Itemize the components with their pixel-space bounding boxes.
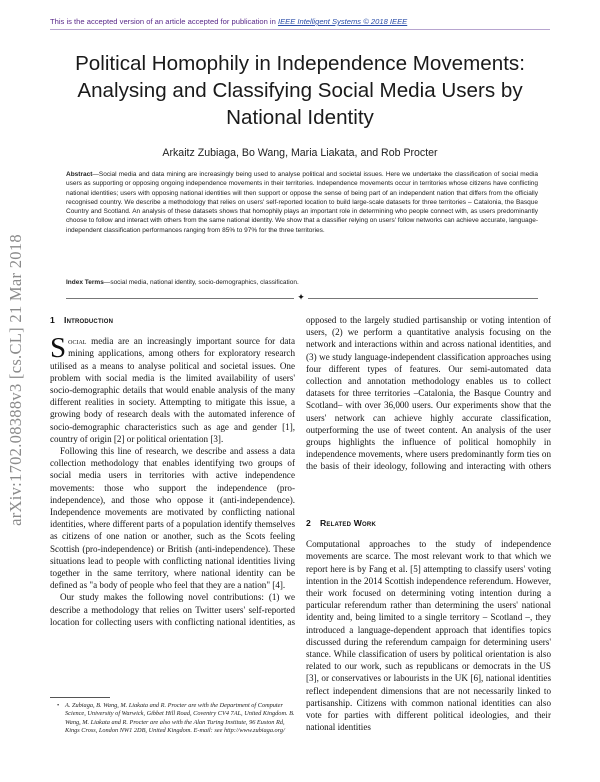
section-title: Related Work — [319, 518, 376, 528]
dropcap-letter: S — [50, 332, 67, 365]
notice-prefix: This is the accepted version of an article accepted for publication in — [50, 17, 278, 26]
section-title: Introduction — [63, 315, 114, 325]
abstract-label: Abstract — [66, 171, 93, 178]
intro-p1-text: media are an increasingly important source for data mining applications, among others for exploratory research utilised as a means to analyse political and societal issues. One problem with social media is the limited availability of users' socio-demographic details that would enable analysis of the many different realities in society. Attempting to mitigate this issue, a growing body of research deals with the automated inference of socio-demographic characteristics such as age and gender [1], country of origin [2] or political orientation [3]. — [50, 336, 295, 444]
index-terms-label: Index Terms — [66, 279, 104, 286]
section-separator — [66, 293, 538, 303]
intro-paragraph-1 — [50, 332, 295, 445]
section-number: 2 — [306, 518, 311, 528]
footnote-bullet: • — [57, 702, 60, 709]
section-number: 1 — [50, 315, 55, 325]
footnote-text: A. Zubiaga, B. Wang, M. Liakata and R. Procter are with the Department of Computer Science, University of Warwick, Gibbet Hill Road, Coventry CV4 7AL, United Kingdom. B. Wang, M. Liakata and R. Procter are also with the Alan Turing Institute, 96 Euston Rd, Kings Cross, London NW1 2DB, United Kingdom. E-mail: see http://www.zubiaga.org/ — [65, 702, 295, 735]
venue-link[interactable]: IEEE Intelligent Systems © 2018 IEEE — [277, 17, 408, 26]
author-footnote — [50, 702, 295, 736]
intro-paragraph-3: Our study makes the following novel contributions: (1) we describe a methodology that relies on Twitter users' self-reported location for collecting users with conflicting national identities, as — [50, 592, 295, 627]
intro-p3-overflow: opposed to the largely studied partisanship or voting intention of users, (2) we perform a quantitative analysis focusing on the network and interactions within and across national identities, and (3) we study language-independent classification approaches using four different types of features. Our semi-automated data collection and annotation methodology enables us to collect datasets for three territories –Catalonia, the Basque Country and Scotland– with over 36,000 users. Our experiments show that the users' network can achieve highly accurate classification, outperforming the use of tweet content. An analysis of the user groups highlights the influence of political homophily in independence movements, where users predominantly form ties on the basis of their ideology, following and interacting with others — [306, 315, 551, 472]
intro-paragraph-2: Following this line of research, we describe and assess a data collection methodology that enables identifying two groups of social media users in territories with active independence movements: those who support the independence (pro-independence), and those who oppose it (anti-independence). Independence movements are motivated by conflicting national identities, where different parts of a population identify themselves as citizens of one nation or another, such as the Scots feeling Scottish (pro-independence) or British (anti-independence). These situations lead to people with conflicting national identities living together in the same territory, where national identity can be defined as "a body of people who feel that they are a nation" [4]. — [50, 446, 295, 591]
section-heading-introduction — [50, 314, 295, 326]
arxiv-side-label — [4, 200, 28, 560]
intro-paragraph-3-continued — [306, 314, 551, 474]
first-word: ocial — [68, 336, 87, 347]
abstract-text: —Social media and data mining are increasingly being used to analyse political and societal issues. Here we undertake the classification of social media users as supporting or opposing ongoing independence movements in their territories. Independence movements occur in territories whose citizens have conflicting national identities; users with opposing national identities will then support or oppose the sense of being part of an independent nation that differs from the officially recognised country. We describe a methodology that relies on users' self-reported location to build large-scale datasets for three territories – Catalonia, the Basque Country and Scotland. An analysis of these datasets shows that homophily plays an important role in determining who people connect with, as users predominantly choose to follow and interact with others from the same national identity. We show that a classifier relying on users' follow networks can achieve accurate, language-independent classification performances ranging from 85% to 97% for the three territories. — [66, 171, 538, 234]
author-list: Arkaitz Zubiaga, Bo Wang, Maria Liakata, and Rob Procter — [162, 147, 438, 159]
paper-title: Political Homophily in Independence Movements: Analysing and Classifying Social Media Users by National Identity — [75, 52, 525, 129]
separator-diamond-icon: ✦ — [294, 292, 308, 304]
index-terms — [66, 279, 538, 286]
abstract — [66, 170, 538, 235]
index-terms-text: —social media, national identity, socio-demographics, classification. — [103, 279, 299, 286]
left-column — [50, 314, 295, 627]
right-column-continuation — [306, 314, 551, 474]
footnote-rule — [50, 697, 110, 698]
acceptance-notice — [50, 17, 550, 30]
arxiv-identifier: arXiv:1702.08388v3 [cs.CL] 21 Mar 2018 — [6, 234, 25, 526]
right-column-related — [306, 517, 551, 782]
section-heading-related-work — [306, 517, 551, 529]
related-paragraph-1: Computational approaches to the study of independence movements are scarce. The most relevant work to that which we report here is by Fang et al. [5] attempting to classify users' voting intention in the 2014 Scottish independence referendum. However, their work focused on determining voting intention during a particular referendum rather than determining the users' national identity and, being limited to a single territory – Scotland –, they introduced a language-dependent approach that identifies topics discussed during the referendum campaign for determining users' stance. While classification of users by political orientation is also related to our work, such as republicans or democrats in the US [3], or conservatives or labourists in the UK [6], national identities reflect independent dimensions that are not necessarily linked to partisanship. Citizens with common national identities can also vote for parties with different political ideologies, and their national identities — [306, 539, 551, 733]
